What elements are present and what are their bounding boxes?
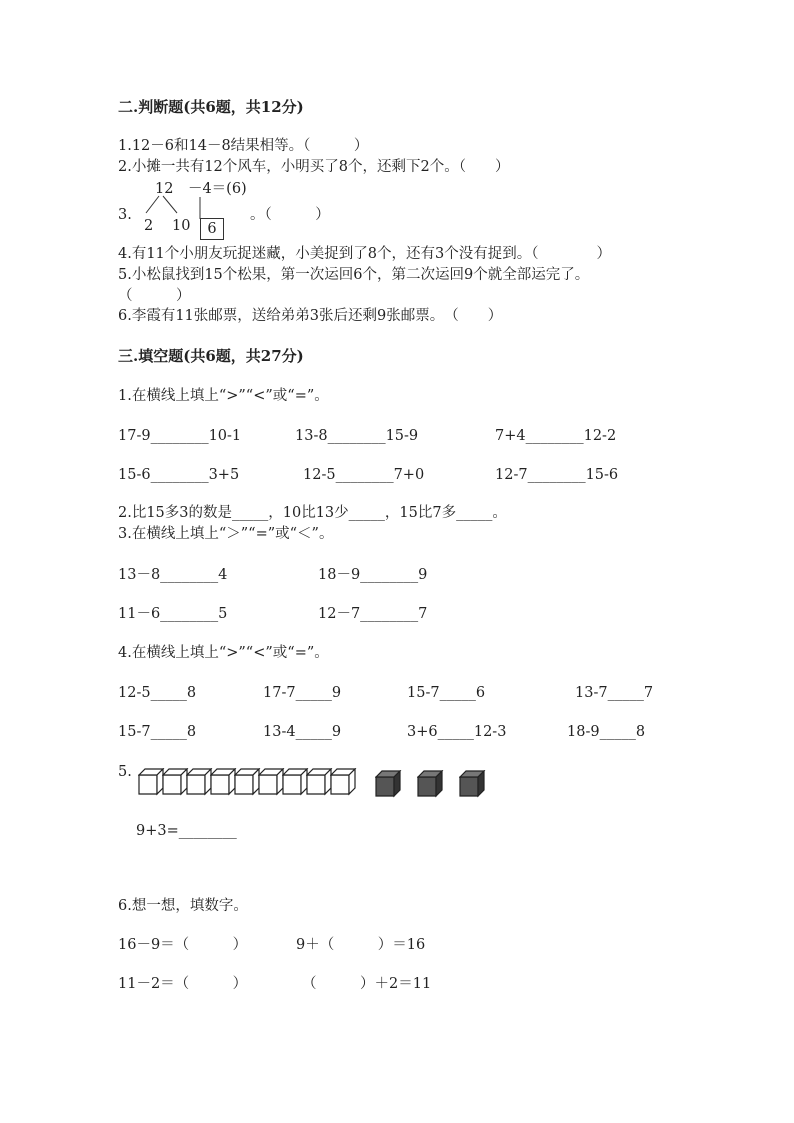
comparison-item: 12-7________15-6 bbox=[495, 467, 619, 483]
comparison-item: 11－6________5 bbox=[118, 606, 228, 622]
dark-cube bbox=[459, 770, 489, 800]
decompose-right: 10 bbox=[172, 218, 191, 234]
comparison-item: 15-7_____6 bbox=[407, 685, 486, 701]
question-stem: 3.在横线上填上“＞”“=”或“＜”。 bbox=[118, 526, 334, 542]
question-text: 6.李霞有11张邮票，送给弟弟3张后还剩9张邮票。 （ ） bbox=[118, 308, 503, 324]
dark-cube bbox=[375, 770, 405, 800]
white-cube bbox=[330, 768, 360, 798]
comparison-item: 3+6_____12-3 bbox=[407, 724, 507, 740]
question-text: 4.有11个小朋友玩捉迷藏，小美捉到了8个，还有3个没有捉到。（ ） bbox=[118, 246, 611, 262]
comparison-item: 13-8________15-9 bbox=[295, 428, 419, 444]
question-text: （ ） bbox=[118, 288, 191, 304]
dark-cube bbox=[417, 770, 447, 800]
question-stem: 1.在横线上填上“>”“<”或“=”。 bbox=[118, 388, 329, 404]
question-text: 2.小摊一共有12个风车，小明买了8个，还剩下2个。（ ） bbox=[118, 159, 510, 175]
question-text: 2.比15多3的数是_____，10比13少_____，15比7多_____。 bbox=[118, 505, 507, 521]
comparison-item: 13-4_____9 bbox=[263, 724, 342, 740]
comparison-item: 12-5________7+0 bbox=[303, 467, 425, 483]
equation-line: 12 －4＝(6) bbox=[155, 181, 247, 197]
comparison-item: 13－8________4 bbox=[118, 567, 228, 583]
section-title: 二.判断题(共6题，共12分) bbox=[118, 98, 304, 116]
comparison-item: 13-7_____7 bbox=[575, 685, 654, 701]
answer-box: 6 bbox=[200, 218, 224, 240]
fill-item: 16－9＝（ ） bbox=[118, 937, 248, 953]
comparison-item: 17-7_____9 bbox=[263, 685, 342, 701]
fill-item: 11－2＝（ ） bbox=[118, 976, 248, 992]
question-text: 1.12－6和14－8结果相等。（ ） bbox=[118, 138, 369, 154]
equation-line: 9+3=________ bbox=[136, 823, 237, 839]
question-stem: 6.想一想，填数字。 bbox=[118, 898, 248, 914]
comparison-item: 17-9________10-1 bbox=[118, 428, 242, 444]
question-stem: 4.在横线上填上“>”“<”或“=”。 bbox=[118, 645, 329, 661]
section-title: 三.填空题(共6题，共27分) bbox=[118, 347, 304, 365]
decompose-left: 2 bbox=[144, 218, 154, 234]
comparison-item: 15-6________3+5 bbox=[118, 467, 240, 483]
fill-item: 9＋（ ）＝16 bbox=[296, 937, 426, 953]
comparison-item: 15-7_____8 bbox=[118, 724, 197, 740]
fill-item: （ ）＋2＝11 bbox=[302, 976, 432, 992]
question-tail: 。（ ） bbox=[250, 207, 330, 223]
comparison-item: 7+4________12-2 bbox=[495, 428, 617, 444]
question-text: 5.小松鼠找到15个松果，第一次运回6个，第二次运回9个就全部运完了。 bbox=[118, 267, 590, 283]
comparison-item: 12-5_____8 bbox=[118, 685, 197, 701]
question-number: 5. bbox=[118, 764, 132, 780]
comparison-item: 12－7________7 bbox=[318, 606, 428, 622]
question-number: 3. bbox=[118, 207, 132, 223]
comparison-item: 18-9_____8 bbox=[567, 724, 646, 740]
comparison-item: 18－9________9 bbox=[318, 567, 428, 583]
